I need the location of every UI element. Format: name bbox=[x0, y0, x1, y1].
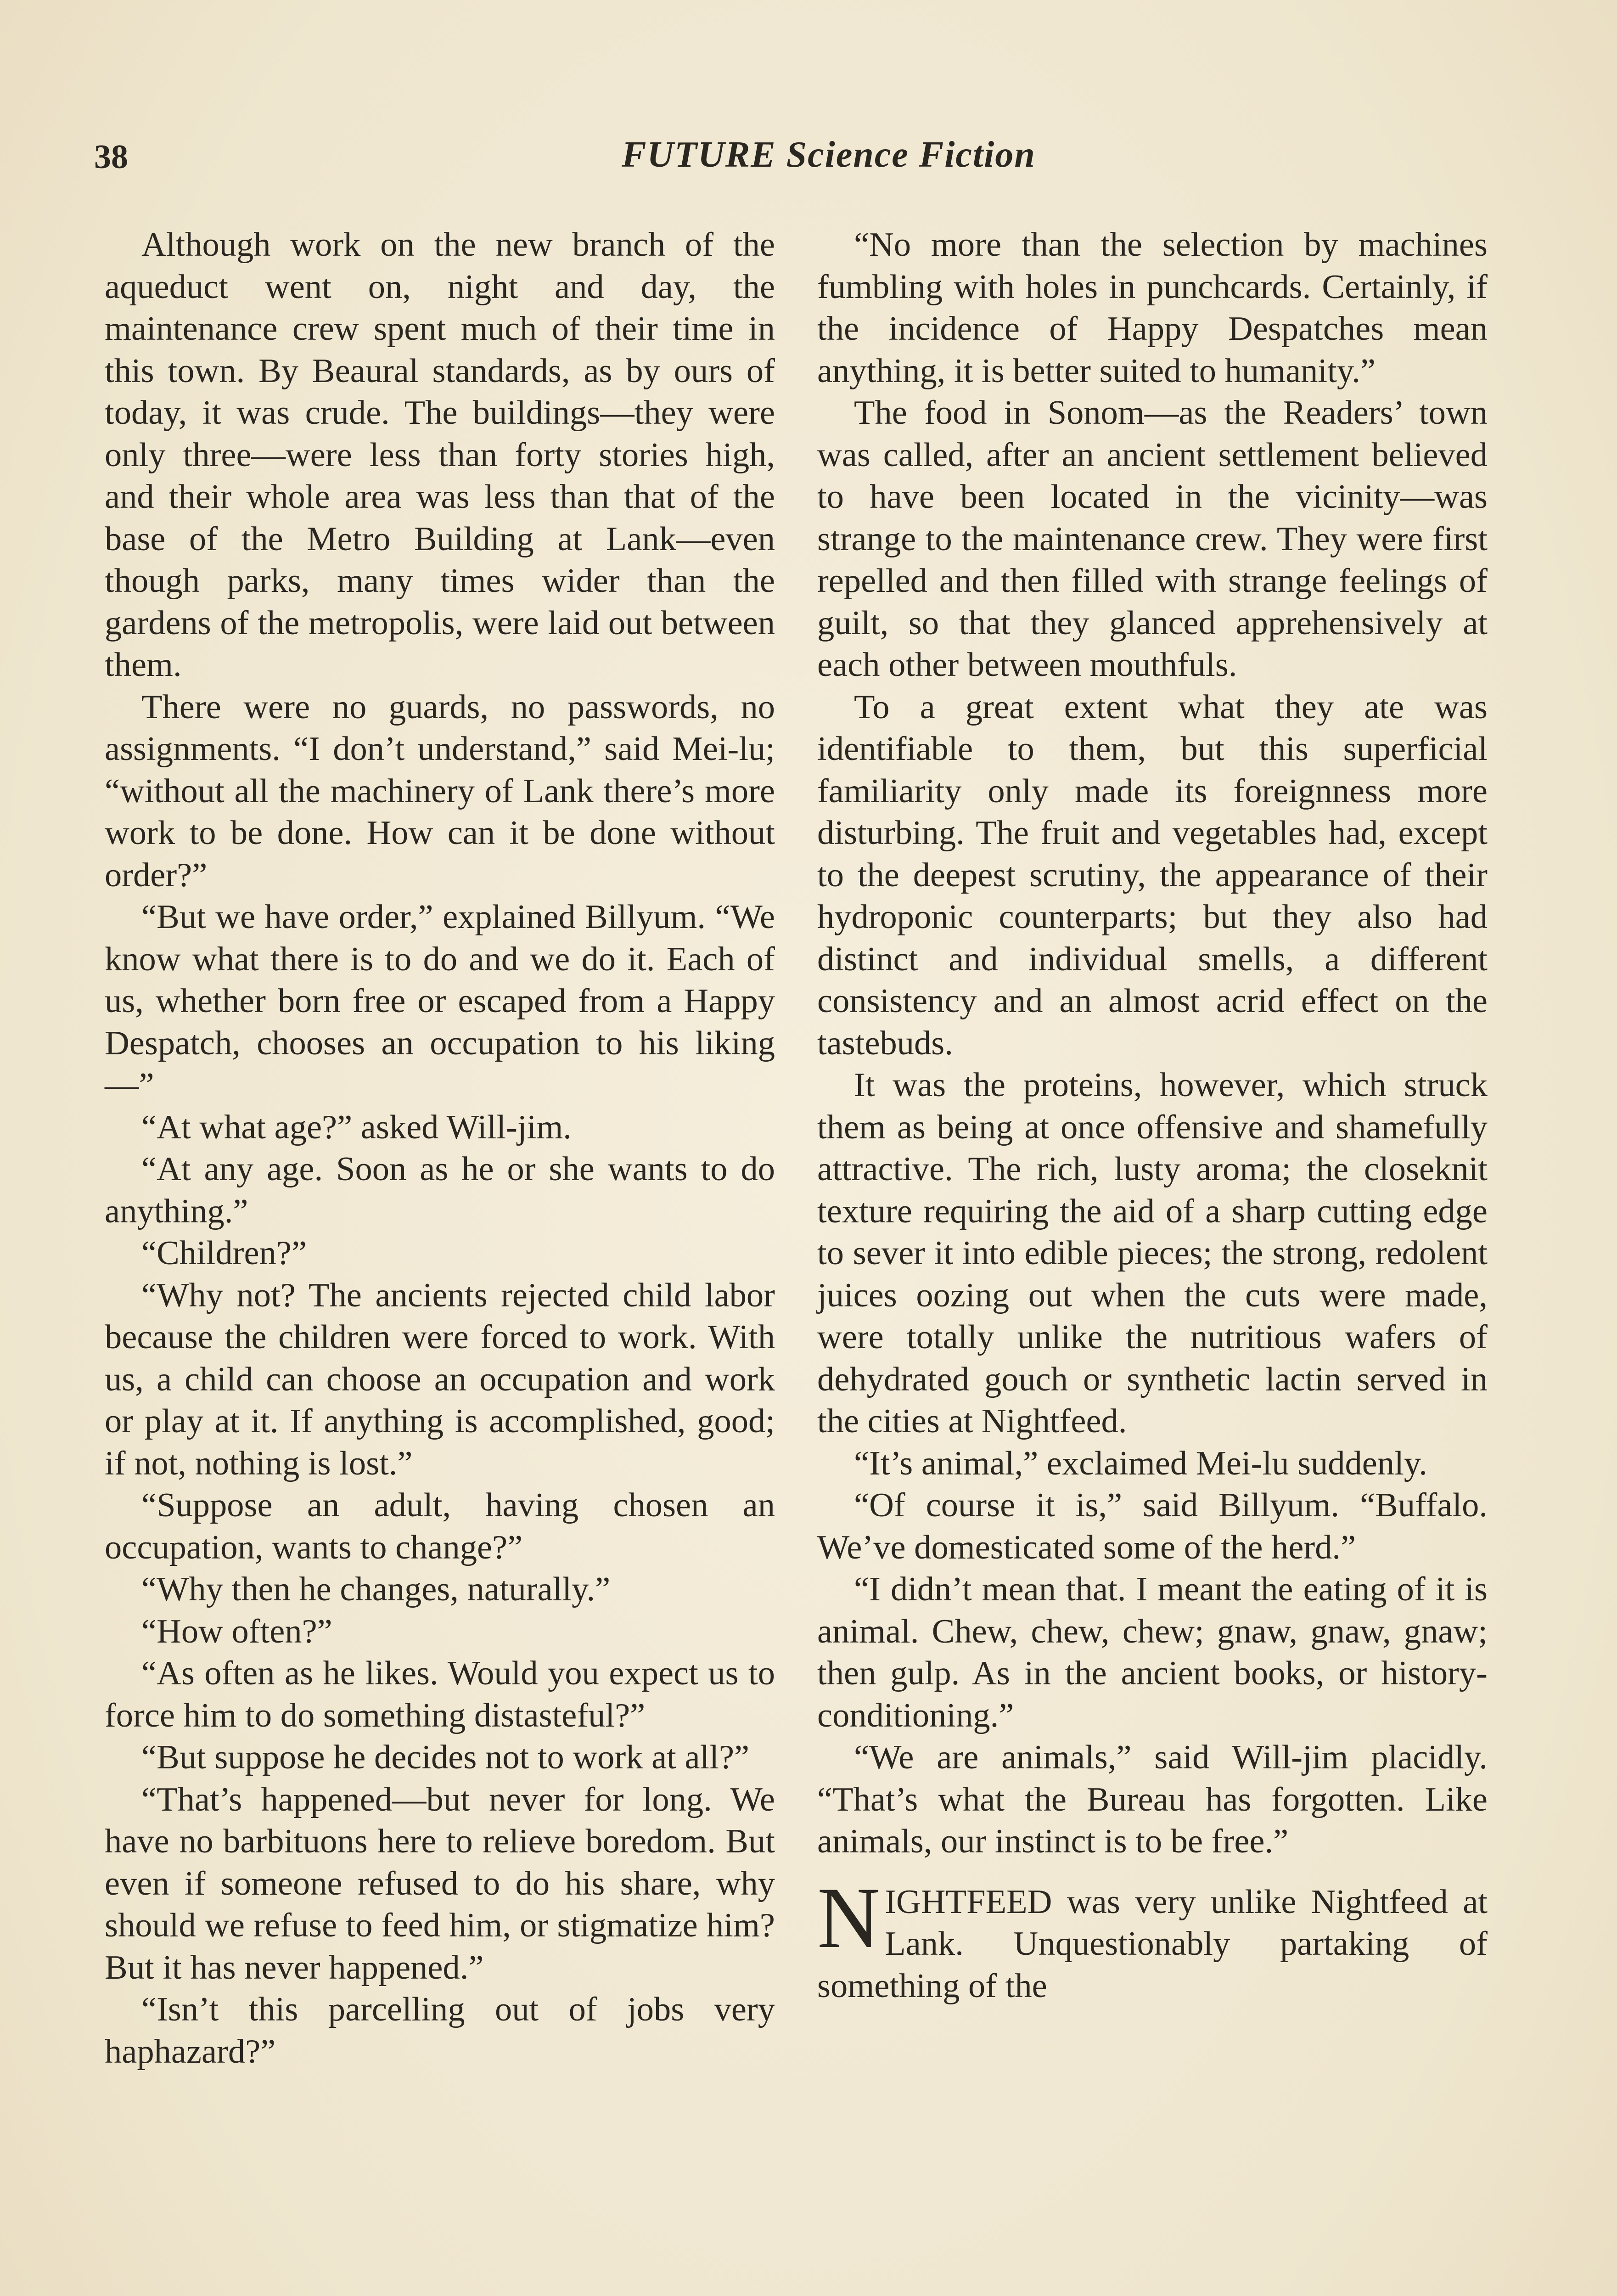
paragraph: “Why not? The ancients rejected child labor because the children were forced to work. With us, a child can choose an occupation and work or play at it. If anything is accomplished, good; if not, nothing is lost.” bbox=[105, 1276, 775, 1482]
paragraph: “At what age?” asked Will-jim. bbox=[141, 1108, 572, 1146]
paragraph: “It’s animal,” exclaimed Mei-lu suddenly. bbox=[854, 1444, 1427, 1482]
paragraph: To a great extent what they ate was identifiable to them, but this superficial familiarity only made its foreignness more disturbing. The fruit and vegetables had, except to the deepest scrutiny, the appearance of their hydroponic counterparts; but they also had distinct and individual smells, a different consistency and an almost acrid effect on the tastebuds. bbox=[817, 688, 1488, 1062]
paragraph: “But we have order,” explained Billyum. “We know what there is to do and we do it. Each of us, whether born free or escaped from a Happy Despatch, chooses an occupation to his liking—” bbox=[105, 898, 775, 1104]
paragraph: “Isn’t this parcelling out of jobs very haphazard?” bbox=[105, 1991, 775, 2071]
paragraph: “Children?” bbox=[141, 1234, 307, 1272]
paragraph: There were no guards, no passwords, no assignments. “I don’t understand,” said Mei-lu; “without all the machinery of Lank there’s more work to be done. How can it be done without order?” bbox=[105, 688, 775, 894]
left-column bbox=[105, 224, 775, 2073]
section-opening-paragraph bbox=[817, 1869, 1488, 2008]
paragraph: It was the proteins, however, which struck them as being at once offensive and shamefully attractive. The rich, lusty aroma; the closeknit texture requiring the aid of a sharp cutting edge to sever it into edible pieces; the strong, redolent juices oozing out when the cuts were made, were totally unlike the nutritious wafers of dehydrated gouch or synthetic lactin served in the cities at Nightfeed. bbox=[817, 1066, 1488, 1440]
paragraph: “At any age. Soon as he or she wants to do anything.” bbox=[105, 1150, 775, 1230]
paragraph: “That’s happened—but never for long. We have no barbituons here to relieve boredom. But even if someone refused to do his share, why should we refuse to feed him, or stigmatize him? But it has never happened.” bbox=[105, 1780, 775, 1986]
running-head-title: FUTURE Science Fiction bbox=[622, 135, 1036, 175]
drop-cap: N bbox=[817, 1869, 881, 1966]
paragraph: Although work on the new branch of the aqueduct went on, night and day, the maintenance crew spent much of their time in this town. By Beaural standards, as by ours of today, it was crude. The buildings—they were only three—were less than forty stories high, and their whole area was less than that of the base of the Metro Building at Lank—even though parks, many times wider than the gardens of the metropolis, were laid out between them. bbox=[105, 226, 775, 684]
paragraph: “But suppose he decides not to work at all?” bbox=[141, 1739, 750, 1776]
right-column bbox=[817, 224, 1488, 2007]
paragraph: “We are animals,” said Will-jim placidly. “That’s what the Bureau has forgotten. Like animals, our instinct is to be free.” bbox=[817, 1739, 1488, 1860]
paragraph: “Suppose an adult, having chosen an occupation, wants to change?” bbox=[105, 1486, 775, 1566]
paragraph: “As often as he likes. Would you expect us to force him to do something distasteful?” bbox=[105, 1654, 775, 1734]
paragraph: “Why then he changes, naturally.” bbox=[141, 1570, 611, 1608]
page-number: 38 bbox=[94, 138, 128, 176]
paragraph: “How often?” bbox=[141, 1612, 332, 1650]
paragraph: “Of course it is,” said Billyum. “Buffalo. We’ve domesticated some of the herd.” bbox=[817, 1486, 1488, 1566]
paragraph: “I didn’t mean that. I meant the eating of it is animal. Chew, chew, chew; gnaw, gnaw, gnaw; then gulp. As in the ancient books, or history-conditioning.” bbox=[817, 1570, 1488, 1734]
section-opening-text: IGHTFEED was very unlike Nightfeed at Lank. Unquestionably partaking of something of the bbox=[817, 1883, 1488, 2005]
paragraph: The food in Sonom—as the Readers’ town was called, after an ancient settlement believed to have been located in the vicinity—was strange to the maintenance crew. They were first repelled and then filled with strange feelings of guilt, so that they glanced apprehensively at each other between mouthfuls. bbox=[817, 394, 1488, 684]
paragraph: “No more than the selection by machines fumbling with holes in punchcards. Certainly, if the incidence of Happy Despatches mean anything, it is better suited to humanity.” bbox=[817, 226, 1488, 390]
